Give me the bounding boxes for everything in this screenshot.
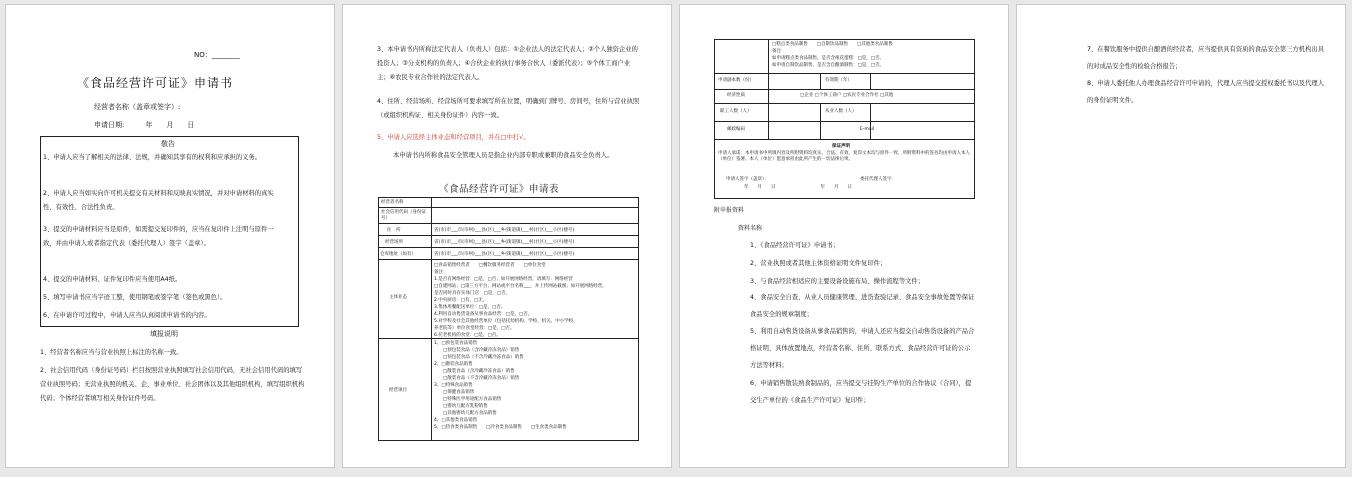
- agent-signature-label: 委托代理人签字：: [860, 177, 896, 182]
- application-table-title: 《食品经营许可证》申请表: [439, 184, 560, 195]
- materials-item: 7、在餐饮服务中提供自酿酒的经营者，应当提供具有资质的食品安全第三方机构出具的对成品安全性的检验合格报告；: [1087, 46, 1324, 70]
- option-line: 4、□其他类食品销售: [434, 418, 478, 423]
- notice-item: 5、填写申请书应当字迹工整，使用钢笔或签字笔（签色或黑色）。: [43, 294, 227, 301]
- signature-date: 年 月 日 年 月 日: [744, 185, 852, 190]
- option-line: 5、□热食类食品制售 □冷食类食品制售 □生食类食品制售: [434, 425, 567, 430]
- option-line: 如申请糕点类食品制售，是否含裱花蛋糕：□是，□否。: [772, 56, 885, 61]
- address-field: 省(市)市___市(市州)___县(区)___乡(街道镇)___村(社区)___小区(楼号): [434, 252, 575, 257]
- row-label: 有效期（年）: [825, 78, 852, 83]
- fill-item: 1、经营者名称应当与营业执照上标注的名称一致。: [40, 349, 183, 356]
- notice-item: 4、提交的申请材料、证件复印件应当使用A4纸。: [43, 276, 182, 283]
- materials-item: 8、申请人委托他人办理食品经营许可申请的，代理人应当提交授权委托书以及代理人的身份证明文件。: [1087, 80, 1324, 104]
- option-line: □自建网站；□第三方平台；网站或平台名称___，并上传网站截图；如开展网络经营，: [434, 284, 607, 289]
- notice-item: 2、申请人应当如实向许可机关提交有关材料和反映真实情况，并对申请材料的真实性、有效性、合法性负责。: [43, 190, 274, 211]
- option-line: □保健食品销售: [434, 390, 475, 395]
- main-format-label: 主体业态: [389, 295, 407, 300]
- instruction-item: 3、本申请书内所称法定代表人（负责人）包括：①企业法人的法定代表人；②个人独资企业的投资人；③分支机构的负责人；④合伙企业的执行事务合伙人（委派代表）；⑤个体工商户业主；⑥农民专业合作社的法定代表人。: [377, 46, 638, 81]
- business-project-label: 经营项目: [389, 388, 407, 393]
- row-label: 申请副本数（份）: [718, 78, 754, 83]
- option-line: 备注：: [434, 270, 448, 275]
- instruction-item: 4、住所、经营场所、经营场所可要求填写所在位置，明确到门牌号、房间号，住所与营业执照（或组织机构证、相关身份证件）内容一致。: [377, 98, 640, 119]
- guarantee-text: 申请人承诺：本申请书中所填内容及所附资料均真实、合法、有效，复印文本均与原件一致，所附资料中的签名均由申请人本人（单位）签署。本人（单位）愿意承担由此所产生的一切法律后果。: [718, 151, 970, 162]
- fill-instructions-title: 填报说明: [150, 330, 178, 338]
- option-line: 如申请自制饮品制售，是否含自酿酒制售：□是，□否。: [772, 63, 885, 68]
- document-page-2: [342, 4, 672, 468]
- row-label: 住 所: [387, 228, 401, 233]
- main-format-options: [434, 262, 607, 339]
- option-line: □食品销售经营者 □餐饮服务经营者 □单位食堂: [434, 263, 546, 268]
- materials-item: 2、营业执照或者其他主体资格证明文件复印件；: [750, 260, 887, 267]
- row-label: 从业人数（人）: [825, 109, 857, 114]
- materials-item: 4、食品安全自查、从业人员健康管理、进货查验记录、食品安全事故处置等保证食品安全的规章制度；: [750, 294, 975, 318]
- row-label: 经营者名称: [381, 200, 404, 205]
- economic-nature-options: □企业 □个体工商户 □农民专业合作社 □其他: [800, 93, 894, 98]
- materials-item: 5、利用自动售货设备从事食品销售的，申请人还应当提交自动售货设备的产品合格证明、具体放置地点，经营者名称、住所、联系方式、食品经营许可证的公示方法等材料；: [750, 328, 975, 369]
- option-line: 6.托老机构的食堂：□是，□否。: [434, 333, 501, 338]
- row-label: 经营场所: [385, 240, 403, 245]
- notice-item: 3、提交的申请材料应当是原件，如需提交复印件的，应当在复印件上注明与原件一致，并由申请人或者指定代表（委托代理人）签字（盖章）。: [43, 226, 274, 247]
- option-line: □婴幼儿配方乳粉销售: [434, 404, 488, 409]
- materials-list-title: 资料名称: [738, 225, 763, 232]
- guarantee-title: 保证声明: [832, 144, 850, 149]
- instruction-note: 本申请书内所称食品安全管理人员是指企业内部专职或兼职的食品安全负责人。: [393, 152, 614, 159]
- document-page-1: [5, 4, 335, 468]
- option-line: 4.利用自动售货设备从事食品经营：□是，□否。: [434, 312, 533, 317]
- operator-name-label: 经营者名称（盖章或签字）:: [94, 103, 181, 111]
- row-label: 经济性质: [727, 93, 745, 98]
- option-line: □散装食品（不含冷藏冷冻食品）销售: [434, 376, 520, 381]
- row-label: 社会信用代码（身份证号）: [381, 210, 426, 221]
- materials-item: 1、《食品经营许可证》申请书；: [750, 242, 840, 249]
- option-line: □糕点类食品制售 □自制饮品制售 □其他类食品制售: [772, 42, 893, 47]
- business-project-options-continued: [772, 41, 893, 69]
- address-field: 省(市)市___市(市州)___县(区)___乡(街道镇)___村(社区)___小区(楼号): [434, 240, 575, 245]
- option-line: 1、□预包装食品销售: [434, 341, 478, 346]
- notice-title: 敬告: [161, 140, 175, 148]
- row-label: 仓库地址（如有）: [380, 252, 416, 257]
- option-line: □散装食品（含冷藏冷冻食品）销售: [434, 369, 515, 374]
- option-line: □特殊医学用途配方食品销售: [434, 397, 502, 402]
- applicant-signature-label: 申请人签字（盖章）：: [726, 177, 769, 182]
- option-line: 1.是否有网络经营：□是，□否；如开展网络经营，请填写：网络经营: [434, 277, 573, 282]
- application-date-label: 申请日期: 年 月 日: [94, 121, 195, 129]
- page-title: 《食品经营许可证》申请书: [77, 76, 234, 90]
- option-line: 5.对学校及社会其他经营单位（包括托幼机构、学校、机关、中小学校、: [434, 319, 578, 324]
- option-line: 2.中央厨房：□有，□无。: [434, 298, 488, 303]
- option-line: □预包装食品（不含冷藏冷冻食品）销售: [434, 355, 524, 360]
- instruction-item: 5、申请人应选择主体业态和经营项目，并在□中打√。: [377, 134, 530, 141]
- row-label: E-mail: [860, 127, 875, 132]
- attachment-title: 附申报资料: [714, 207, 745, 214]
- option-line: 2、□散装食品销售: [434, 362, 473, 367]
- option-line: □预包装食品（含冷藏冷冻食品）销售: [434, 348, 520, 353]
- document-page-3: [679, 4, 1009, 468]
- option-line: 3、□特殊食品销售: [434, 383, 473, 388]
- fill-item: 2、社会信用代码（身份证号码）栏目按照营业执照填写社会信用代码，无社会信用代码的填写营业执照号码；无营业执照的机关、企、事业单位、社会团体以及其他组织机构，填写组织机构代码；个体经营者填写相关身份证件号码。: [40, 367, 305, 402]
- document-page-4: [1016, 4, 1346, 468]
- materials-item: 3、与食品经营相适应的主要设备设施布局、操作流程等文件；: [750, 278, 925, 285]
- number-field: NO：________: [194, 51, 240, 59]
- notice-item: 1、申请人应当了解相关的法律、法规，并确知其享有的权利和应承担的义务。: [43, 154, 262, 161]
- address-field: 省(市)市___市(市州)___县(区)___乡(街道镇)___村(社区)___小区(楼号): [434, 228, 575, 233]
- row-label: 职工人数（人）: [720, 109, 752, 114]
- notice-item: 6、在申请许可过程中，申请人应当认真阅读申请书的内容。: [43, 312, 211, 319]
- option-line: 是否同时具有实体门店：□是，□否。: [434, 291, 511, 296]
- business-project-options: [434, 340, 567, 431]
- option-line: 3.集体用餐配送单位：□是，□否。: [434, 305, 506, 310]
- row-label: 邮政编码: [727, 127, 745, 132]
- materials-item: 6、申请销售散装熟食制品的，应当提交与挂钩生产单位的合作协议（合同），提交生产单位的《食品生产许可证》复印件；: [750, 380, 972, 404]
- option-line: □其他婴幼儿配方食品销售: [434, 411, 497, 416]
- option-line: 备注：: [772, 49, 786, 54]
- option-line: 养老院等）单位食堂经营：□是，□否。: [434, 326, 515, 331]
